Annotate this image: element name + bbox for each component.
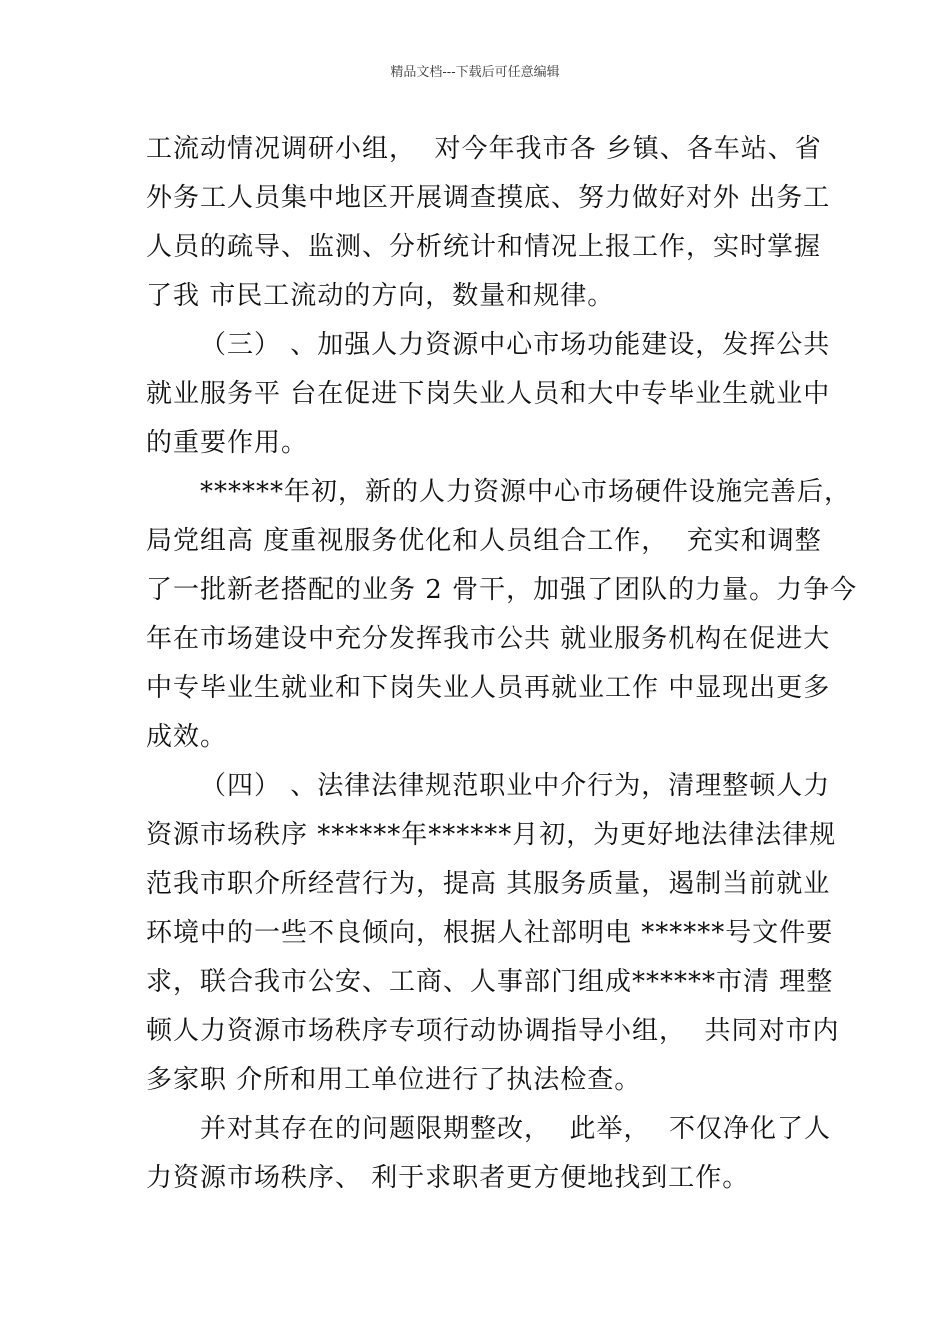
text-line: 环境中的一些不良倾向，根据人社部明电 ******号文件要 bbox=[146, 918, 834, 948]
text-line: 并对其存在的问题限期整改， 此举， 不仅净化了人 bbox=[200, 1114, 832, 1144]
paragraph bbox=[146, 468, 858, 762]
text-line: 的重要作用。 bbox=[146, 428, 309, 458]
paragraph bbox=[146, 1105, 832, 1203]
text-line: 顿人力资源市场秩序专项行动协调指导小组， 共同对市内 bbox=[146, 1016, 840, 1046]
text-line: 了一批新老搭配的业务 2 骨干，加强了团队的力量。力争今 bbox=[146, 575, 858, 605]
text-line: （三） 、加强人力资源中心市场功能建设，发挥公共 bbox=[200, 330, 831, 360]
page-header: 精品文档---下载后可任意编辑 bbox=[390, 65, 560, 80]
text-line: （四） 、法律法律规范职业中介行为，清理整顿人力 bbox=[200, 771, 831, 801]
document-body bbox=[146, 125, 858, 1203]
text-line: 局党组高 度重视服务优化和人员组合工作， 充实和调整 bbox=[146, 526, 822, 556]
text-line: 中专毕业生就业和下岗失业人员再就业工作 中显现出更多 bbox=[146, 673, 831, 703]
text-line: 求，联合我市公安、工商、人事部门组成******市清 理整 bbox=[146, 967, 834, 997]
text-line: 力资源市场秩序、 利于求职者更方便地找到工作。 bbox=[146, 1163, 750, 1193]
text-line: 就业服务平 台在促进下岗失业人员和大中专毕业生就业中 bbox=[146, 379, 831, 409]
text-line: ******年初，新的人力资源中心市场硬件设施完善后， bbox=[200, 477, 852, 507]
paragraph bbox=[146, 762, 840, 1105]
text-line: 工流动情况调研小组， 对今年我市各 乡镇、各车站、省 bbox=[146, 134, 822, 164]
text-line: 了我 市民工流动的方向，数量和规律。 bbox=[146, 281, 615, 311]
paragraph bbox=[146, 125, 831, 321]
text-line: 多家职 介所和用工单位进行了执法检查。 bbox=[146, 1065, 642, 1095]
text-line: 外务工人员集中地区开展调查摸底、努力做好对外 出务工 bbox=[146, 183, 831, 213]
text-line: 资源市场秩序 ******年******月初，为更好地法律法律规 bbox=[146, 820, 837, 850]
text-line: 人员的疏导、监测、分析统计和情况上报工作，实时掌握 bbox=[146, 232, 822, 262]
text-line: 年在市场建设中充分发挥我市公共 就业服务机构在促进大 bbox=[146, 624, 831, 654]
paragraph bbox=[146, 321, 831, 468]
text-line: 成效。 bbox=[146, 722, 228, 752]
text-line: 范我市职介所经营行为，提高 其服务质量，遏制当前就业 bbox=[146, 869, 831, 899]
